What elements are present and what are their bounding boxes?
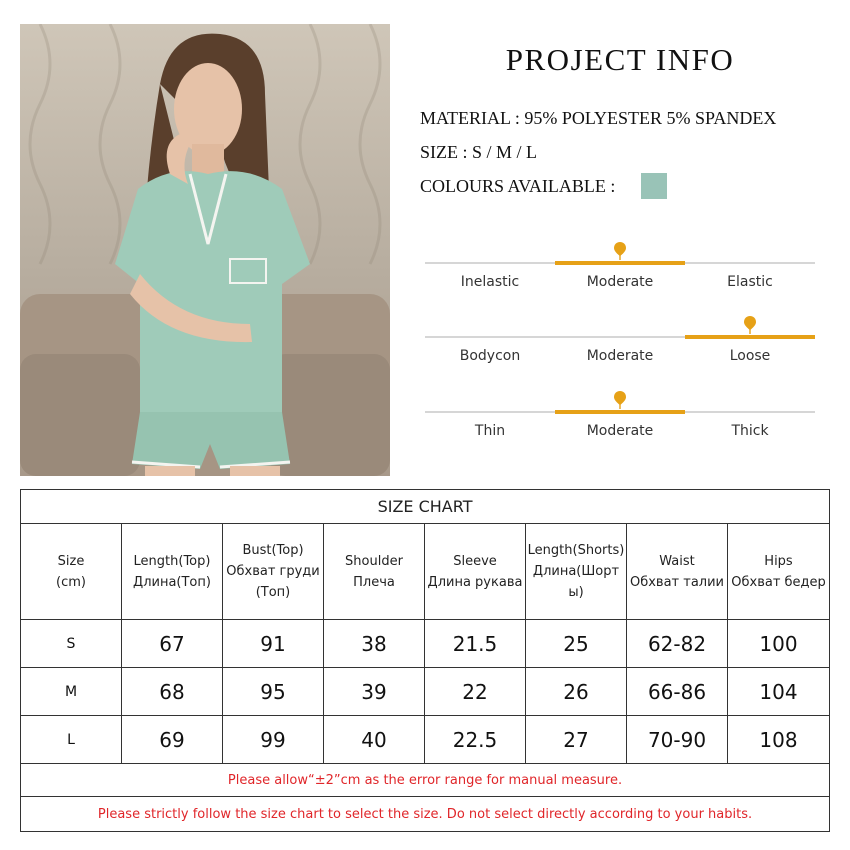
header-length-top: Length(Top) Длина(Топ) bbox=[122, 524, 223, 620]
colours-spec: COLOURS AVAILABLE : bbox=[420, 176, 616, 196]
header-hips: Hips Обхват бедер bbox=[728, 524, 830, 620]
table-cell: 104 bbox=[728, 668, 830, 716]
scale-label: Thick bbox=[731, 423, 769, 439]
table-cell: 91 bbox=[223, 620, 324, 668]
table-cell: 39 bbox=[324, 668, 425, 716]
table-cell: 22 bbox=[425, 668, 526, 716]
scale-active-segment bbox=[685, 335, 815, 339]
header-waist: Waist Обхват талии bbox=[627, 524, 728, 620]
elasticity-scale bbox=[425, 262, 815, 312]
table-cell: 40 bbox=[324, 716, 425, 764]
table-cell: 70-90 bbox=[627, 716, 728, 764]
header-size: Size (cm) bbox=[21, 524, 122, 620]
table-cell: 95 bbox=[223, 668, 324, 716]
size-advice-note: Please strictly follow the size chart to select the size. Do not select directly according to your habits. bbox=[21, 797, 830, 832]
scale-label: Moderate bbox=[586, 274, 654, 290]
size-cell: L bbox=[21, 716, 122, 764]
size-spec: SIZE : S / M / L bbox=[420, 142, 538, 162]
table-row bbox=[21, 668, 830, 716]
marker-pin-icon bbox=[614, 242, 626, 260]
scale-label: Inelastic bbox=[460, 274, 520, 290]
scale-label: Thin bbox=[474, 423, 506, 439]
header-sleeve: Sleeve Длина рукава bbox=[425, 524, 526, 620]
scale-label: Loose bbox=[729, 348, 771, 364]
colour-swatch[interactable] bbox=[641, 173, 667, 199]
fit-scale bbox=[425, 336, 815, 386]
table-cell: 25 bbox=[526, 620, 627, 668]
table-cell: 100 bbox=[728, 620, 830, 668]
size-cell: S bbox=[21, 620, 122, 668]
material-spec: MATERIAL : 95% POLYESTER 5% SPANDEX bbox=[420, 108, 777, 128]
error-range-note: Please allow“±2”cm as the error range for manual measure. bbox=[21, 764, 830, 797]
table-cell: 108 bbox=[728, 716, 830, 764]
marker-pin-icon bbox=[744, 316, 756, 334]
scale-label: Elastic bbox=[727, 274, 773, 290]
scale-label: Moderate bbox=[586, 423, 654, 439]
table-row bbox=[21, 620, 830, 668]
thickness-scale bbox=[425, 411, 815, 461]
table-cell: 67 bbox=[122, 620, 223, 668]
header-shoulder: Shoulder Плеча bbox=[324, 524, 425, 620]
product-photo bbox=[20, 24, 390, 476]
header-bust-top: Bust(Top) Обхват груди (Топ) bbox=[223, 524, 324, 620]
size-chart-table bbox=[20, 489, 830, 832]
header-length-shorts: Length(Shorts) Длина(Шорт ы) bbox=[526, 524, 627, 620]
table-cell: 21.5 bbox=[425, 620, 526, 668]
header-row bbox=[21, 524, 830, 620]
table-cell: 62-82 bbox=[627, 620, 728, 668]
table-cell: 38 bbox=[324, 620, 425, 668]
table-cell: 27 bbox=[526, 716, 627, 764]
size-cell: M bbox=[21, 668, 122, 716]
marker-pin-icon bbox=[614, 391, 626, 409]
table-cell: 22.5 bbox=[425, 716, 526, 764]
table-cell: 26 bbox=[526, 668, 627, 716]
table-cell: 99 bbox=[223, 716, 324, 764]
scale-active-segment bbox=[555, 410, 685, 414]
size-chart-title: SIZE CHART bbox=[21, 490, 830, 524]
table-cell: 66-86 bbox=[627, 668, 728, 716]
model-illustration bbox=[20, 24, 390, 476]
scale-label: Moderate bbox=[586, 348, 654, 364]
project-info-title: PROJECT INFO bbox=[505, 42, 735, 77]
table-cell: 69 bbox=[122, 716, 223, 764]
table-row bbox=[21, 716, 830, 764]
table-cell: 68 bbox=[122, 668, 223, 716]
scale-label: Bodycon bbox=[459, 348, 521, 364]
scale-active-segment bbox=[555, 261, 685, 265]
